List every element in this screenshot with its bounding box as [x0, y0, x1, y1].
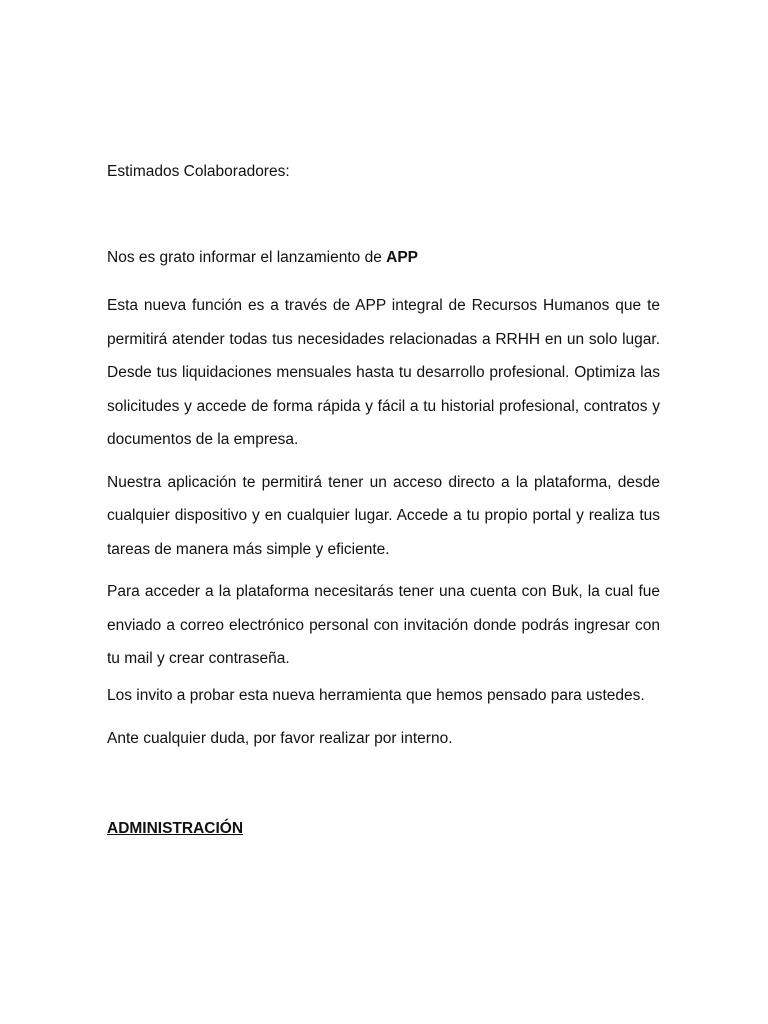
paragraph-invitation: Los invito a probar esta nueva herramienta que hemos pensado para ustedes.: [107, 686, 645, 704]
paragraph-app-description: Esta nueva función es a través de APP integral de Recursos Humanos que te permitirá atender todas tus necesidades relacionadas a RRHH en un solo lugar. Desde tus liquidaciones mensuales hasta tu desarrollo profesional. Optimiza las solicitudes y accede de forma rápida y fácil a tu historial profesional, contratos y documentos de la empresa.: [107, 297, 660, 448]
paragraph-access: Nuestra aplicación te permitirá tener un acceso directo a la plataforma, desde cualquier dispositivo y en cualquier lugar. Accede a tu propio portal y realiza tus tareas de manera más simple y eficiente.: [107, 473, 660, 558]
letter-intro: [107, 247, 660, 269]
letter-greeting: Estimados Colaboradores:: [107, 163, 290, 180]
intro-app-name: APP: [386, 249, 419, 266]
paragraph-questions: Ante cualquier duda, por favor realizar por interno.: [107, 729, 453, 747]
letter-signature: ADMINISTRACIÓN: [107, 820, 244, 837]
paragraph-account: Para acceder a la plataforma necesitarás tener una cuenta con Buk, la cual fue enviado a correo electrónico personal con invitación donde podrás ingresar con tu mail y crear contraseña.: [107, 583, 660, 667]
intro-text: Nos es grato informar el lanzamiento de: [107, 249, 387, 266]
letter-body: [107, 289, 660, 771]
